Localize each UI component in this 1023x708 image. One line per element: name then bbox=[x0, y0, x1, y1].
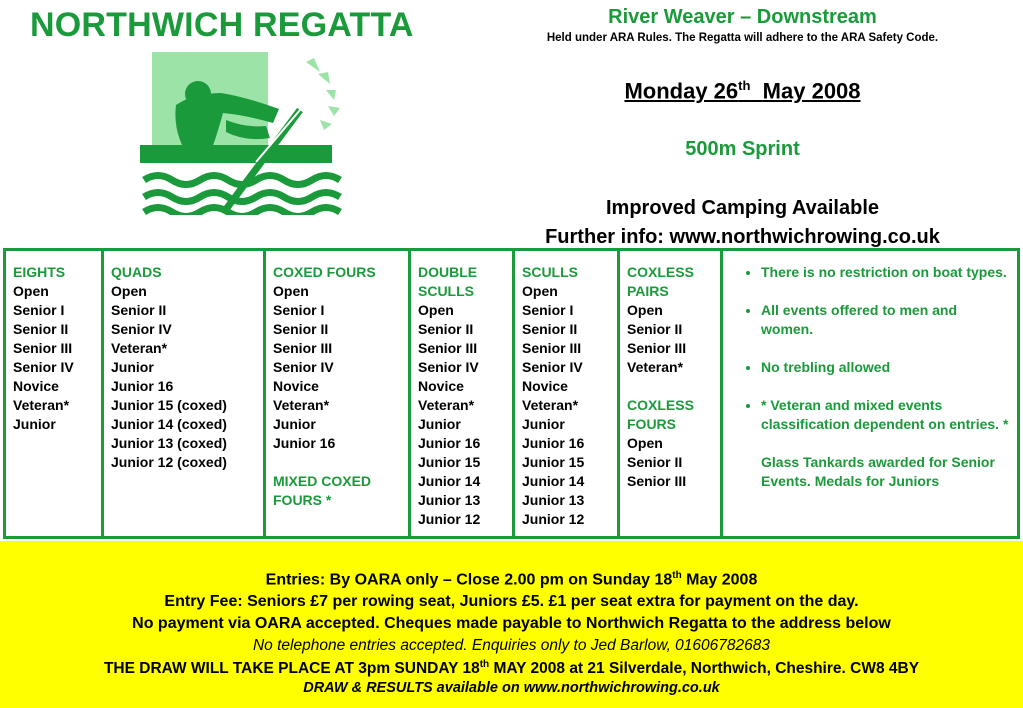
event-class: Junior 12 (coxed) bbox=[111, 454, 227, 470]
enquiries-note: No telephone entries accepted. Enquiries only to Jed Barlow, 01606782683 bbox=[252, 637, 771, 654]
event-class: Junior 16 bbox=[273, 435, 336, 451]
rowing-logo-icon bbox=[136, 50, 356, 215]
spacer bbox=[627, 377, 720, 396]
camping-note: Improved Camping Available bbox=[605, 197, 880, 219]
note-item: • * Veteran and mixed events classification dependent on entries. * bbox=[761, 396, 1011, 434]
event-heading: FOURS * bbox=[273, 492, 332, 508]
event-class: Junior 14 bbox=[522, 473, 585, 489]
note-item: • No trebling allowed bbox=[761, 358, 1011, 377]
event-class: Junior 14 (coxed) bbox=[111, 416, 227, 432]
event-class: Senior III bbox=[418, 340, 478, 356]
notes-panel bbox=[720, 251, 1017, 536]
event-class: Veteran* bbox=[418, 397, 475, 413]
event-class: Senior I bbox=[522, 302, 574, 318]
event-heading: DOUBLE bbox=[418, 264, 478, 280]
event-heading: COXLESS bbox=[627, 264, 694, 280]
event-class: Junior bbox=[522, 416, 565, 432]
info-block bbox=[490, 194, 995, 252]
event-class: Open bbox=[13, 283, 49, 299]
event-class: Senior IV bbox=[522, 359, 583, 375]
event-column bbox=[512, 251, 617, 536]
event-class: Senior III bbox=[13, 340, 73, 356]
entries-deadline: Entries: By OARA only – Close 2.00 pm on Sunday 18th May 2008 bbox=[265, 570, 758, 589]
event-class: Senior IV bbox=[13, 359, 74, 375]
event-column bbox=[263, 251, 408, 536]
regatta-title: NORTHWICH REGATTA bbox=[30, 6, 414, 44]
event-column bbox=[6, 251, 101, 536]
event-class: Junior 16 bbox=[418, 435, 481, 451]
event-heading: FOURS bbox=[627, 416, 676, 432]
event-class: Junior 14 bbox=[418, 473, 481, 489]
event-class: Novice bbox=[13, 378, 59, 394]
event-class: Veteran* bbox=[111, 340, 168, 356]
event-class: Senior II bbox=[111, 302, 167, 318]
event-class: Junior 13 bbox=[522, 492, 585, 508]
event-class: Open bbox=[627, 302, 663, 318]
awards-note: Glass Tankards awarded for Senior Events. Medals for Juniors bbox=[761, 454, 995, 489]
event-class: Senior II bbox=[13, 321, 69, 337]
river-course: River Weaver – Downstream bbox=[608, 6, 877, 28]
event-class: Junior 15 bbox=[522, 454, 585, 470]
event-column bbox=[101, 251, 263, 536]
rules-note: Held under ARA Rules. The Regatta will adhere to the ARA Safety Code. bbox=[546, 32, 939, 44]
event-class: Junior 13 bbox=[418, 492, 481, 508]
event-heading: QUADS bbox=[111, 264, 162, 280]
event-class: Novice bbox=[418, 378, 464, 394]
note-item: • All events offered to men and women. bbox=[761, 301, 1011, 339]
website-link[interactable]: Further info: www.northwichrowing.co.uk bbox=[545, 226, 940, 248]
event-class: Senior II bbox=[273, 321, 329, 337]
event-heading: COXLESS bbox=[627, 397, 694, 413]
event-class: Junior 15 (coxed) bbox=[111, 397, 227, 413]
event-class: Senior II bbox=[627, 454, 683, 470]
event-class: Junior 16 bbox=[522, 435, 585, 451]
entries-panel bbox=[0, 541, 1023, 708]
event-class: Senior I bbox=[13, 302, 65, 318]
note-item: • There is no restriction on boat types. bbox=[761, 263, 1011, 282]
event-column bbox=[617, 251, 720, 536]
results-link[interactable]: DRAW & RESULTS available on www.northwichrowing.co.uk bbox=[303, 680, 720, 696]
event-heading: PAIRS bbox=[627, 283, 669, 299]
event-class: Senior IV bbox=[273, 359, 334, 375]
event-heading: MIXED COXED bbox=[273, 473, 372, 489]
events-table bbox=[3, 248, 1020, 539]
race-distance: 500m Sprint bbox=[685, 138, 800, 160]
event-class: Senior II bbox=[522, 321, 578, 337]
event-class: Senior IV bbox=[418, 359, 479, 375]
event-class: Junior 15 bbox=[418, 454, 481, 470]
event-class: Junior 13 (coxed) bbox=[111, 435, 227, 451]
event-heading: SCULLS bbox=[418, 283, 474, 299]
event-class: Junior 16 bbox=[111, 378, 174, 394]
event-class: Veteran* bbox=[627, 359, 684, 375]
event-class: Senior III bbox=[627, 473, 687, 489]
event-class: Novice bbox=[273, 378, 319, 394]
event-class: Veteran* bbox=[13, 397, 70, 413]
event-class: Junior 12 bbox=[522, 511, 585, 527]
entry-fee: Entry Fee: Seniors £7 per rowing seat, Juniors £5. £1 per seat extra for payment on the day. bbox=[164, 593, 859, 610]
event-class: Open bbox=[627, 435, 663, 451]
spacer bbox=[273, 453, 408, 472]
event-heading: SCULLS bbox=[522, 264, 578, 280]
event-class: Senior IV bbox=[111, 321, 172, 337]
event-class: Junior bbox=[418, 416, 461, 432]
event-class: Open bbox=[273, 283, 309, 299]
event-class: Open bbox=[522, 283, 558, 299]
event-class: Open bbox=[418, 302, 454, 318]
event-class: Junior 12 bbox=[418, 511, 481, 527]
draw-note: THE DRAW WILL TAKE PLACE AT 3pm SUNDAY 18th MAY 2008 at 21 Silverdale, Northwich, Cheshire. CW8 4BY bbox=[103, 659, 920, 678]
event-class: Open bbox=[111, 283, 147, 299]
event-class: Senior II bbox=[418, 321, 474, 337]
event-class: Junior bbox=[111, 359, 154, 375]
payment-note: No payment via OARA accepted. Cheques made payable to Northwich Regatta to the address below bbox=[132, 615, 891, 632]
event-class: Senior I bbox=[273, 302, 325, 318]
event-class: Veteran* bbox=[273, 397, 330, 413]
event-class: Senior III bbox=[522, 340, 582, 356]
event-class: Novice bbox=[522, 378, 568, 394]
event-date: Monday 26th May 2008 bbox=[624, 78, 861, 104]
event-heading: EIGHTS bbox=[13, 264, 66, 280]
event-class: Senior II bbox=[627, 321, 683, 337]
event-column bbox=[408, 251, 512, 536]
event-class: Junior bbox=[13, 416, 56, 432]
event-heading: COXED FOURS bbox=[273, 264, 376, 280]
event-class: Veteran* bbox=[522, 397, 579, 413]
event-class: Senior III bbox=[273, 340, 333, 356]
event-class: Junior bbox=[273, 416, 316, 432]
event-class: Senior III bbox=[627, 340, 687, 356]
